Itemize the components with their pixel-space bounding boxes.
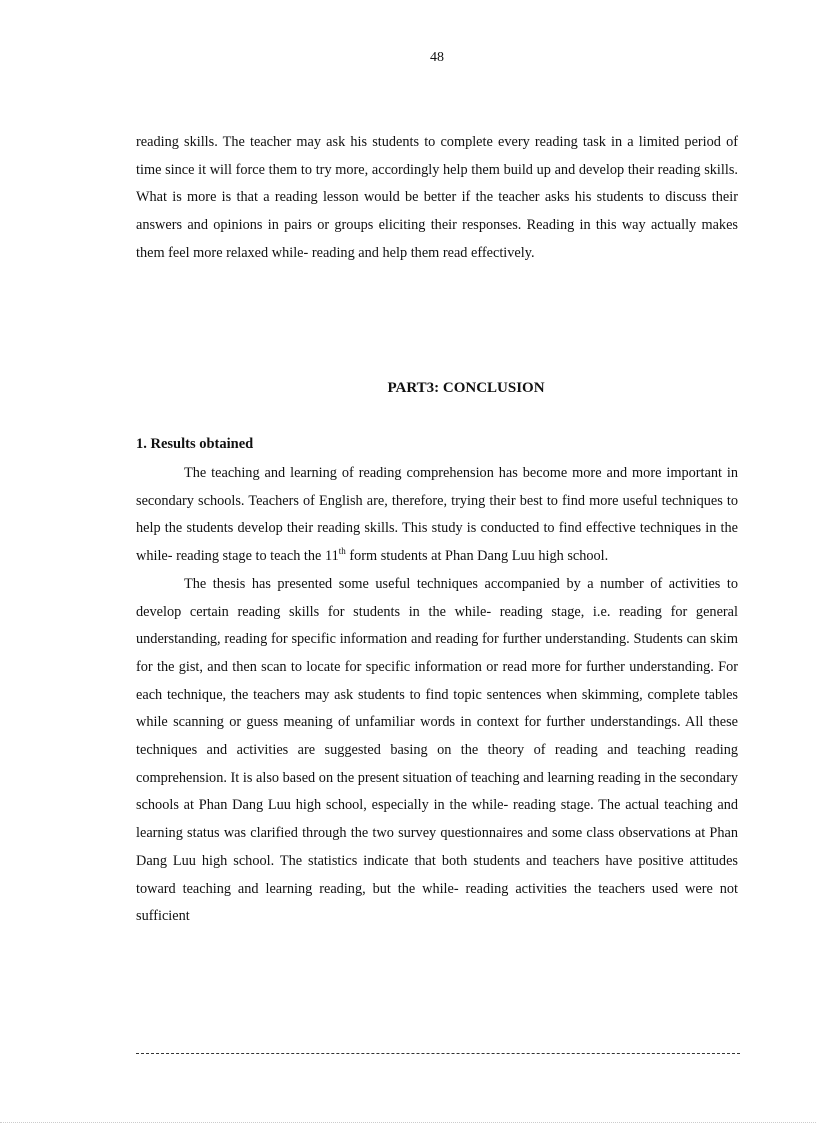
intro-paragraph: reading skills. The teacher may ask his students to complete every reading task in a limited period of time since it will force them to try more, accordingly help them build up and develop their reading skills. What is more is that a reading lesson would be better if the teacher asks his students to discuss their answers and opinions in pairs or groups eliciting their responses. Reading in this way actually makes them feel more relaxed while- reading and help them read effectively. [136,134,738,261]
section-title: 1. Results obtained [136,436,254,452]
paragraph-1 [136,460,738,571]
section-body [136,460,738,931]
ordinal-suffix: th [338,546,346,557]
paragraph-2: The thesis has presented some useful techniques accompanied by a number of activities to develop certain reading skills for students in the while- reading stage, i.e. reading for general understanding, reading for specific information and reading for further understanding. Students can skim for the gist, and then scan to locate for specific information or read more for further understanding. For each technique, the teachers may ask students to find topic sentences when skimming, complete tables while scanning or guess meaning of unfamiliar words in context for further understandings. All these techniques and activities are suggested basing on the theory of reading and teaching reading comprehension. It is also based on the present situation of teaching and learning reading in the secondary schools at Phan Dang Luu high school, especially in the while- reading stage. The actual teaching and learning status was clarified through the two survey questionnaires and some class observations at Phan Dang Luu high school. The statistics indicate that both students and teachers have positive attitudes toward teaching and learning reading, but the while- reading activities the teachers used were not sufficient [136,575,738,925]
footer-divider [136,1053,740,1054]
paragraph-1-tail: form students at Phan Dang Luu high school. [345,548,609,565]
intro-block [136,129,738,268]
part-heading: PART3: CONCLUSION [387,380,545,396]
paragraph-1-text: The teaching and learning of reading comprehension has become more and more important in secondary schools. Teachers of English are, therefore, trying their best to find more useful techniques to help the students develop their reading skills. This study is conducted to find effective techniques in the while- reading stage to teach the 11 [136,465,738,565]
page-number: 48 [430,50,444,65]
